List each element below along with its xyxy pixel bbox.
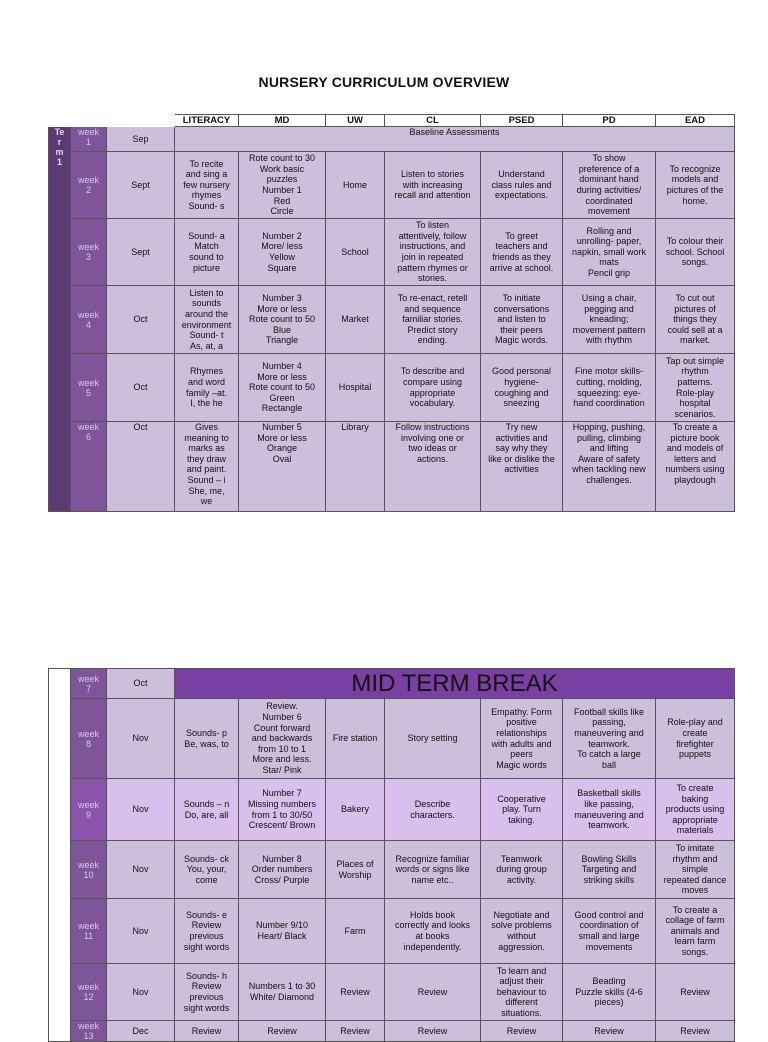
cell-literacy [175, 841, 239, 899]
header-psed: PSED [481, 115, 563, 127]
week-text: week 9 [77, 799, 99, 820]
cell-uw [326, 152, 385, 219]
baseline-cell: Baseline Assessments [175, 127, 735, 152]
cell-text: Rolling and unrolling- paper, napkin, small work mats Pencil grip [571, 225, 647, 278]
cell-text: Bowling Skills Targeting and striking skills [581, 853, 637, 885]
cell-text: Rote count to 30 Work basic puzzles Number 1 Red Circle [248, 153, 316, 217]
cell-text: Hopping, pushing, pulling, climbing and lifting Aware of safety when tackling new challenges. [572, 422, 646, 485]
cell-text: Role-play and create firefighter puppets [667, 717, 723, 760]
cell-ead [656, 964, 735, 1021]
cell-text: To imitate rhythm and simple repeated dance moves [663, 843, 727, 896]
cell-text: Number 8 Order numbers Cross/ Purple [251, 853, 313, 885]
cell-uw [326, 354, 385, 422]
cell-text: To describe and compare using appropriate vocabulary. [400, 366, 465, 409]
cell-md [239, 354, 326, 422]
blank-cell [71, 115, 107, 127]
header-ead: EAD [656, 115, 735, 127]
week-label [71, 127, 107, 152]
cell-uw [326, 841, 385, 899]
month-cell: Nov [107, 964, 175, 1021]
table-row [49, 899, 735, 964]
cell-pd [563, 841, 656, 899]
page-title: NURSERY CURRICULUM OVERVIEW [258, 74, 510, 90]
cell-pd [563, 354, 656, 422]
cell-uw [326, 899, 385, 964]
cell-text: Number 2 More/ less Yellow Square [261, 230, 303, 273]
cell-text: To colour their school. School songs. [665, 236, 725, 268]
cell-text: Sound- a Match sound to picture [188, 230, 225, 273]
cell-text: Number 3 More or less Rote count to 50 Blue Triangle [248, 293, 316, 346]
curriculum-table-term1-part2 [48, 668, 735, 1042]
cell-text: Review [680, 986, 710, 997]
cell-pd [563, 699, 656, 779]
cell-uw [326, 219, 385, 286]
cell-text: To create baking products using appropriate materials [665, 783, 725, 836]
cell-pd [563, 422, 656, 512]
cell-text: Review [506, 1025, 537, 1036]
cell-md [239, 964, 326, 1021]
week-text: week 12 [77, 982, 99, 1002]
cell-text: Sounds – n Do, are, all [183, 798, 230, 820]
cell-cl [385, 899, 481, 964]
month-cell: Nov [107, 841, 175, 899]
week-text: week 4 [77, 309, 99, 330]
cell-psed [481, 841, 563, 899]
cell-uw [326, 964, 385, 1021]
cell-ead [656, 286, 735, 354]
month-cell: Sept [107, 152, 175, 219]
week-text: week 8 [77, 728, 99, 749]
cell-md [239, 152, 326, 219]
cell-text: Hospital [338, 382, 372, 393]
cell-cl [385, 354, 481, 422]
cell-text: To create a picture book and models of letters and numbers using playdough [665, 422, 725, 485]
cell-cl [385, 964, 481, 1021]
cell-text: To re-enact, retell and sequence familiar stories. Predict story ending. [397, 293, 468, 346]
cell-text: Follow instructions involving one or two ideas or actions. [395, 422, 470, 464]
cell-text: Recognize familiar words or signs like name etc.. [395, 853, 470, 885]
table-row [49, 219, 735, 286]
cell-psed [481, 219, 563, 286]
cell-text: Football skills like passing, maneuvering and teamwork. To catch a large ball [573, 706, 645, 770]
cell-text: To show preference of a dominant hand during activities/ coordinated movement [576, 153, 642, 217]
cell-text: Sounds- e Review previous sight words [183, 909, 230, 952]
table-row [49, 779, 735, 841]
week-label [71, 286, 107, 354]
table-row [49, 841, 735, 899]
cell-cl [385, 152, 481, 219]
month-cell: Oct [107, 669, 175, 699]
cell-text: Number 5 More or less Orange Oval [257, 422, 307, 464]
cell-md [239, 219, 326, 286]
month-cell: Oct [107, 422, 175, 512]
cell-text: Listen to stories with increasing recall and attention [394, 169, 471, 201]
cell-text: Sounds- p Be, was, to [184, 727, 229, 749]
cell-text: Cooperative play. Turn taking. [497, 793, 546, 825]
table-row [49, 354, 735, 422]
month-cell: Sep [107, 127, 175, 152]
cell-text: Review [340, 986, 370, 997]
month-cell: Sept [107, 219, 175, 286]
cell-text: To cut out pictures of things they could sell at a market. [667, 293, 723, 346]
month-cell: Oct [107, 286, 175, 354]
table-row [49, 152, 735, 219]
cell-md [239, 286, 326, 354]
week-text: week 7 [77, 673, 99, 694]
cell-md [239, 699, 326, 779]
table-row [49, 422, 735, 512]
cell-literacy [175, 152, 239, 219]
cell-literacy [175, 219, 239, 286]
week-text: week 3 [77, 242, 99, 262]
cell-text: Tap out simple rhythm patterns. Role-play hospital scenarios. [665, 355, 725, 419]
cell-text: Try new activities and say why they like or dislike the activities [488, 422, 555, 475]
cell-uw [326, 422, 385, 512]
cell-text: Number 9/10 Heart/ Black [255, 920, 309, 941]
week-label [71, 219, 107, 286]
cell-text: School [341, 246, 369, 257]
week-label [71, 899, 107, 964]
table-row [49, 669, 735, 699]
cell-text: Using a chair, pegging and kneading; movement pattern with rhythm [572, 293, 646, 346]
week-label [71, 699, 107, 779]
cell-ead [656, 699, 735, 779]
cell-text: Bakery [340, 804, 369, 815]
cell-text: Places of Worship [336, 858, 374, 880]
cell-text: Review [417, 1025, 448, 1036]
cell-text: Fire station [332, 733, 378, 744]
week-label [71, 152, 107, 219]
week-label [71, 964, 107, 1021]
week-text: week 11 [77, 921, 99, 941]
week-text: week 2 [77, 175, 99, 195]
cell-text: Describe characters. [410, 798, 455, 820]
cell-pd [563, 219, 656, 286]
cell-literacy [175, 354, 239, 422]
cell-uw [326, 286, 385, 354]
cell-cl [385, 286, 481, 354]
cell-text: Library [341, 422, 369, 432]
cell-cl [385, 841, 481, 899]
cell-psed [481, 699, 563, 779]
cell-text: Numbers 1 to 30 White/ Diamond [248, 981, 316, 1002]
month-cell: Nov [107, 699, 175, 779]
cell-text: To create a collage of farm animals and learn farm songs. [665, 904, 725, 957]
month-cell: Oct [107, 354, 175, 422]
cell-literacy [175, 699, 239, 779]
cell-text: Review [340, 1025, 370, 1036]
cell-text: Negotiate and solve problems without aggression. [491, 909, 552, 952]
cell-text: Sounds- ck You, your, come [183, 853, 230, 885]
cell-psed [481, 779, 563, 841]
cell-pd [563, 286, 656, 354]
mid-term-break-banner: MID TERM BREAK [175, 669, 735, 699]
cell-ead [656, 779, 735, 841]
week-label [71, 354, 107, 422]
header-cl: CL [385, 115, 481, 127]
cell-text: Number 7 Missing numbers from 1 to 30/50 Crescent/ Brown [247, 788, 317, 831]
cell-md [239, 779, 326, 841]
cell-text: To learn and adjust their behaviour to different situations. [496, 965, 547, 1018]
cell-ead [656, 422, 735, 512]
cell-text: Gives meaning to marks as they draw and paint. Sound – i She, me, we [184, 422, 229, 507]
cell-literacy [175, 779, 239, 841]
cell-text: To greet teachers and friends as they arrive at school. [489, 230, 554, 273]
cell-psed [481, 286, 563, 354]
cell-text: Review [417, 986, 448, 997]
cell-text: Basketball skills like passing, maneuvering and teamwork. [574, 788, 644, 831]
cell-uw [326, 779, 385, 841]
cell-pd [563, 899, 656, 964]
header-row [49, 115, 735, 127]
cell-text: To initiate conversations and listen to their peers Magic words. [493, 293, 550, 346]
table-row [49, 127, 735, 152]
cell-text: Sounds- h Review previous sight words [183, 970, 230, 1013]
month-cell: Nov [107, 779, 175, 841]
cell-psed [481, 354, 563, 422]
week-label [71, 422, 107, 512]
cell-text: Fine motor skills- cutting, molding, squeezing: eye- hand coordination [573, 366, 645, 409]
month-cell: Dec [107, 1021, 175, 1042]
cell-ead [656, 219, 735, 286]
cell-literacy [175, 899, 239, 964]
cell-psed [481, 152, 563, 219]
cell-psed [481, 899, 563, 964]
week-text: week 6 [77, 422, 99, 442]
cell-text: Home [342, 179, 367, 190]
term-label-text: Te r m 1 [54, 127, 65, 167]
cell-pd [563, 152, 656, 219]
cell-text: Review [191, 1025, 222, 1036]
cell-md [239, 841, 326, 899]
blank-cell [49, 115, 71, 127]
cell-md [239, 899, 326, 964]
table-row [49, 699, 735, 779]
cell-text: Holds book correctly and looks at books independently. [394, 909, 471, 952]
cell-text: Good personal hygiene- coughing and sneezing [491, 366, 552, 409]
header-pd: PD [563, 115, 656, 127]
cell-text: Number 4 More or less Rote count to 50 Green Rectangle [248, 361, 316, 414]
week-text: week 13 [77, 1021, 99, 1041]
cell-literacy [175, 286, 239, 354]
week-text: week 5 [77, 377, 99, 398]
header-literacy: LITERACY [175, 115, 239, 127]
week-label [71, 841, 107, 899]
month-cell: Nov [107, 899, 175, 964]
cell-text: Review [680, 1025, 710, 1036]
blank-cell [107, 115, 175, 127]
cell-text: Empathy. Form positive relationships with adults and peers Magic words [491, 706, 552, 770]
cell-text: Listen to sounds around the environment Sound- t As, at, a [181, 287, 232, 351]
week-label [71, 669, 107, 699]
cell-uw [326, 699, 385, 779]
cell-literacy [175, 964, 239, 1021]
header-uw: UW [326, 115, 385, 127]
table-row [49, 964, 735, 1021]
cell-psed [481, 422, 563, 512]
cell-psed [481, 964, 563, 1021]
cell-pd [563, 964, 656, 1021]
cell-cl [385, 699, 481, 779]
week-text: week 1 [77, 127, 99, 147]
cell-ead [656, 841, 735, 899]
cell-ead [656, 899, 735, 964]
cell-text: Review [594, 1025, 624, 1036]
cell-text: Story setting [407, 733, 458, 744]
cell-md [239, 422, 326, 512]
cell-text: Farm [344, 925, 366, 936]
cell-text: To recite and sing a few nursery rhymes Sound- s [183, 158, 230, 211]
cell-pd [563, 779, 656, 841]
cell-text: To listen attentively, follow instructions, and join in repeated pattern rhymes or stories. [397, 220, 468, 284]
cell-text: Review [267, 1025, 297, 1036]
cell-text: Understand class rules and expectations. [491, 169, 552, 201]
cell-text: To recognize models and pictures of the home. [666, 163, 724, 206]
table-row [49, 286, 735, 354]
cell-cl [385, 422, 481, 512]
cell-cl [385, 779, 481, 841]
cell-ead [656, 354, 735, 422]
cell-text: Good control and coordination of small and large movements [574, 909, 644, 952]
cell-text: Market [341, 314, 369, 325]
cell-text: Beading Puzzle skills (4-6 pieces) [575, 976, 643, 1008]
cell-ead [656, 152, 735, 219]
cell-text: Teamwork during group activity. [496, 853, 547, 885]
term-column-blank [49, 669, 71, 1042]
curriculum-table-term1 [48, 114, 735, 512]
cell-text: Rhymes and word family –at. I, the he [185, 366, 227, 409]
cell-text: Review. Number 6 Count forward and backwards from 10 to 1 More and less. Star/ Pink [251, 701, 313, 775]
week-label [71, 779, 107, 841]
header-md: MD [239, 115, 326, 127]
week-text: week 10 [77, 859, 99, 880]
term-label [49, 127, 71, 512]
cell-cl [385, 219, 481, 286]
cell-literacy [175, 422, 239, 512]
